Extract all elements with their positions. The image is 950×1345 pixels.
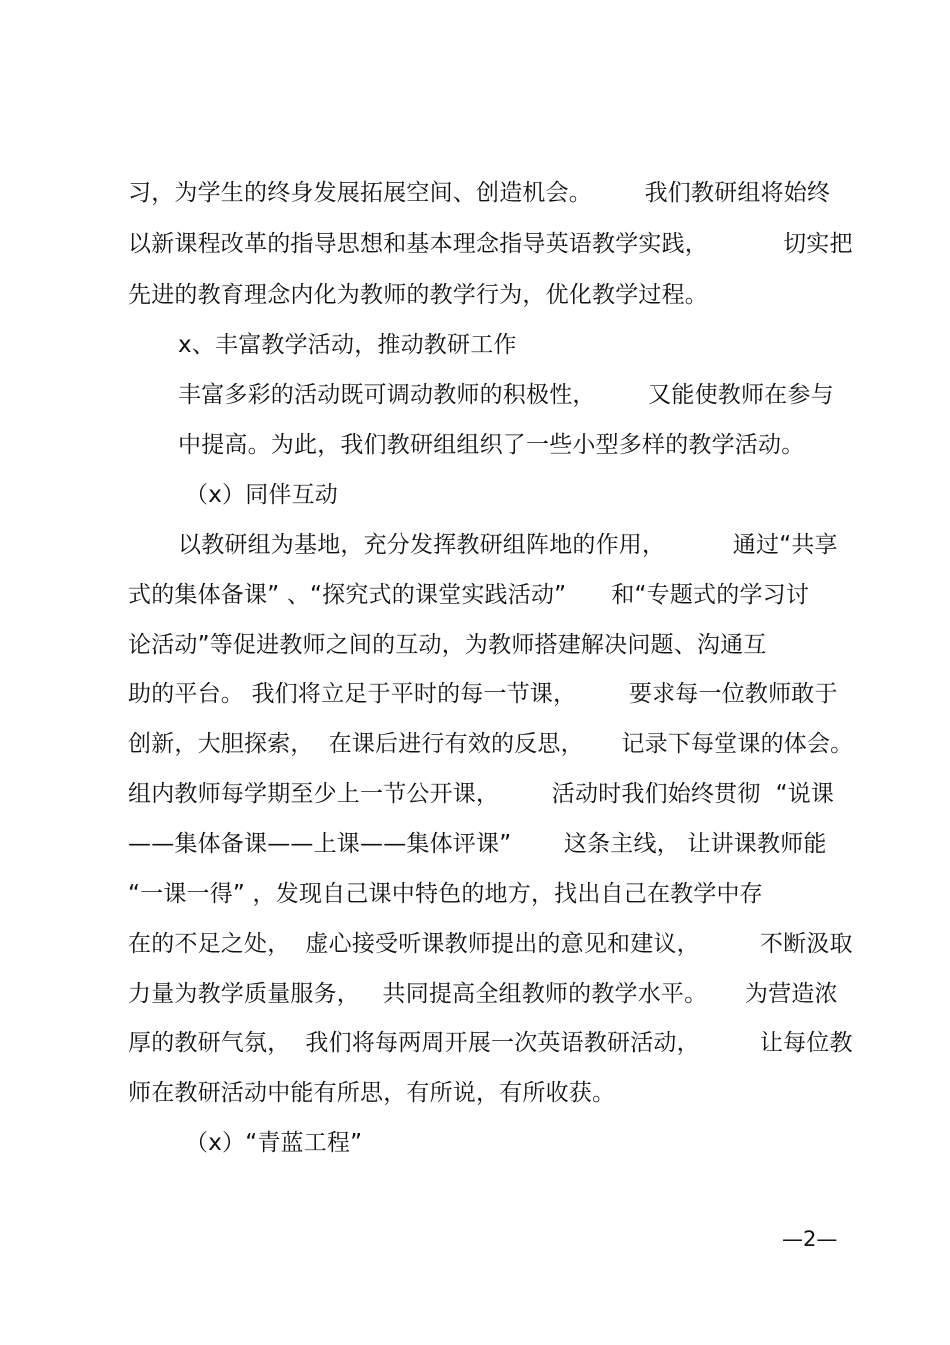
text-line: 以教研组为基地，充分发挥教研组阵地的作用， 通过“共享 bbox=[178, 532, 838, 558]
text-line: 助的平台。 我们将立足于平时的每一节课， 要求每一位教师敢于 bbox=[128, 681, 838, 707]
subsection-heading: （x）“青蓝工程” bbox=[185, 1130, 363, 1156]
text-line: “一课一得” ，发现自己课中特色的地方，找出自己在教学中存 bbox=[128, 881, 763, 907]
text-line: 厚的教研气氛， 我们将每两周开展一次英语教研活动， 让每位教 bbox=[128, 1030, 853, 1056]
text-line: 式的集体备课” 、“探究式的课堂实践活动” 和“专题式的学习讨 bbox=[128, 582, 810, 608]
text-line: 论活动”等促进教师之间的互动，为教师搭建解决问题、沟通互 bbox=[128, 632, 767, 658]
text-line: 组内教师每学期至少上一节公开课， 活动时我们始终贯彻 “说课 bbox=[128, 781, 835, 807]
page-number: —2— bbox=[782, 1227, 838, 1251]
text-line: 先进的教育理念内化为教师的教学行为，优化教学过程。 bbox=[128, 282, 708, 308]
text-line: 师在教研活动中能有所思，有所说，有所收获。 bbox=[128, 1080, 616, 1106]
text-line: 在的不足之处， 虚心接受听课教师提出的意见和建议， 不断汲取 bbox=[128, 931, 853, 957]
subsection-heading: （x）同伴互动 bbox=[185, 482, 339, 508]
text-line: 以新课程改革的指导思想和基本理念指导英语教学实践， 切实把 bbox=[128, 231, 853, 257]
text-line: ——集体备课——上课——集体评课” 这条主线， 让讲课教师能 bbox=[128, 831, 827, 857]
text-line: 力量为教学质量服务， 共同提高全组教师的教学水平。 为营造浓 bbox=[128, 981, 838, 1007]
text-line: 习，为学生的终身发展拓展空间、创造机会。 我们教研组将始终 bbox=[128, 180, 831, 206]
section-heading: x、丰富教学活动，推动教研工作 bbox=[178, 332, 517, 358]
text-line: 中提高。为此，我们教研组组织了一些小型多样的教学活动。 bbox=[178, 432, 805, 458]
text-line: 创新，大胆探索， 在课后进行有效的反思， 记录下每堂课的体会。 bbox=[128, 731, 854, 757]
text-line: 丰富多彩的活动既可调动教师的积极性， 又能使教师在参与 bbox=[178, 382, 834, 408]
